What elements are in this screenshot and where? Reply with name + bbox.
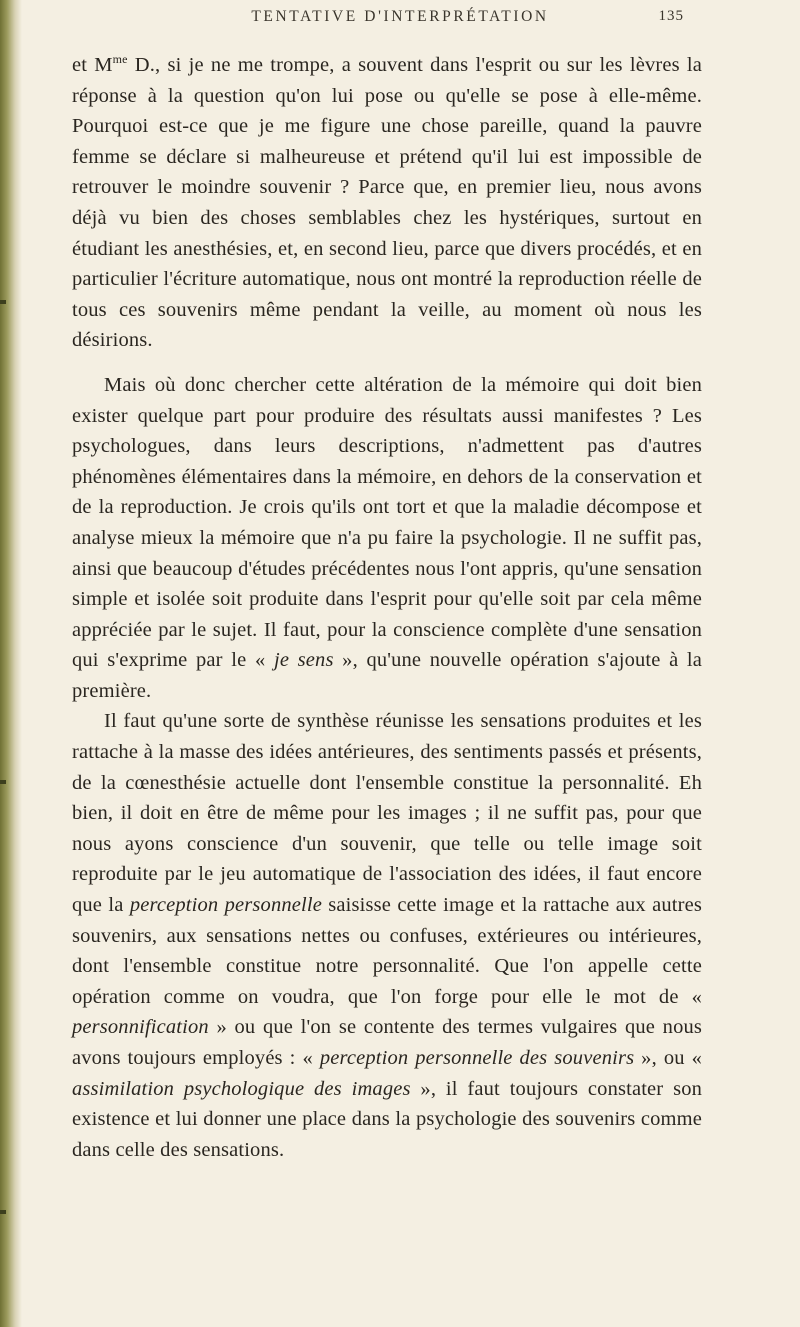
emphasis: perception personnelle <box>129 894 322 917</box>
page-header <box>0 8 800 34</box>
emphasis: perception personnelle des souvenirs <box>319 1047 635 1069</box>
binding-gutter <box>0 0 22 1327</box>
emphasis: je sens <box>273 649 334 672</box>
scan-speck <box>0 780 6 784</box>
paragraph-2: Mais où donc chercher cette altération de la mémoire qui doit bien exister quelque part pour produire des résultats aussi manifestes ? Les psychologues, dans leurs descriptions, n'admettent pas d'autres phénomènes élémentaires dans la mémoire, en dehors de la conservation et de la reproduction. Je crois qu'ils ont tort et que la maladie décompose et analyse mieux la mémoire que n'a pu faire la psychologie. Il ne suffit pas, ainsi que beaucoup d'études précédentes nous l'ont appris, qu'une sensation simple et isolée soit produite dans l'esprit pour qu'elle soit par cela même appréciée par le sujet. Il faut, pour la conscience complète d'une sensation qui s'exprime par le « je sens », qu'une nouvelle opération s'ajoute à la première. <box>72 373 703 702</box>
paragraph-1: et $M^{me}$ D., si je ne me trompe, a souvent dans l'esprit ou sur les lèvres la réponse à la question qu'on lui pose ou qu'elle se pose à elle-même. Pourquoi est-ce que je me figure une chose pareille, quand la pauvre femme se déclare si malheureuse et prétend qu'il lui est impossible de retrouver le moindre souvenir ? Parce que, en premier lieu, nous avons déjà vu bien des choses semblables chez les hystériques, surtout en étudiant les anesthésies, et, en second lieu, parce que divers procédés, et en particulier l'écriture automatique, nous ont montré la reproduction réelle de tous ces souvenirs même pendant la veille, au moment où nous les désirions. <box>72 52 702 352</box>
scan-speck <box>0 300 6 304</box>
page-number: 135 <box>658 8 684 24</box>
superscript: me <box>112 52 128 67</box>
page-body <box>72 50 702 1165</box>
scan-speck <box>0 1210 6 1214</box>
paragraph-3: Il faut qu'une sorte de synthèse réunisse les sensations produites et les rattache à la masse des idées antérieures, des sentiments passés et présents, de la cœnesthésie actuelle dont l'ensemble constitue la personnalité. Eh bien, il doit en être de même pour les images ; il ne suffit pas, pour que nous ayons conscience d'un souvenir, que telle ou telle image soit reproduite par le jeu automatique de l'association des idées, il faut encore que la perception personnelle saisisse cette image et la rattache aux autres souvenirs, aux sensations nettes ou confuses, extérieures ou intérieures, dont l'ensemble constitue notre personnalité. Que l'on appelle cette opération comme on voudra, que l'on forge pour elle le mot de « personnification » ou que l'on se contente des termes vulgaires que nous avons toujours employés : « perception personnelle des souvenirs », ou « assimilation psychologique des images », il faut toujours constater son existence et lui donner une place dans la psychologie des souvenirs comme dans celle des sensations. <box>72 710 703 1161</box>
emphasis: assimilation psychologique des images <box>72 1077 411 1100</box>
running-title: TENTATIVE D'INTERPRÉTATION <box>251 8 549 25</box>
emphasis: personnification <box>72 1016 209 1039</box>
